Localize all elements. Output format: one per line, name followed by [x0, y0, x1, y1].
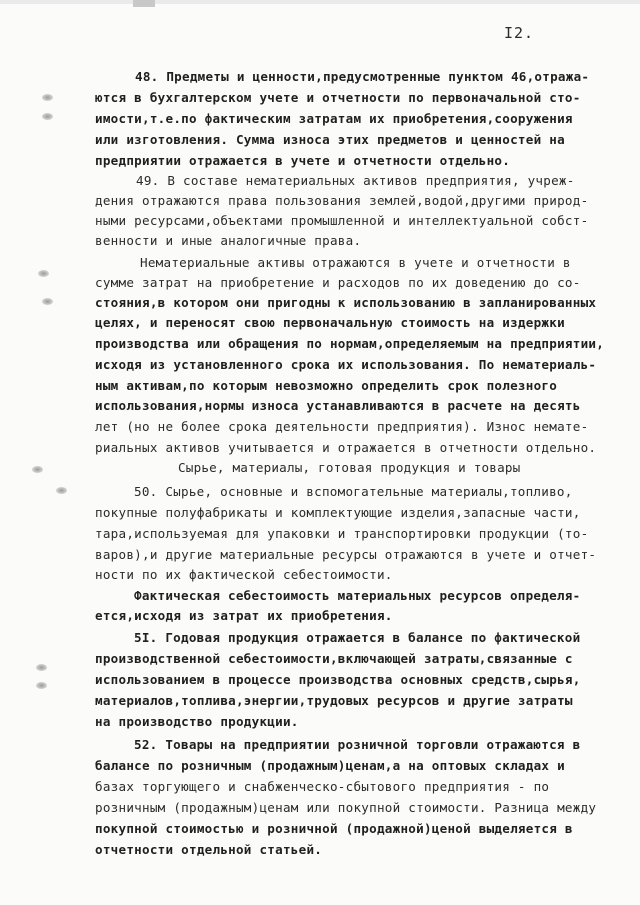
- text-line: риальных активов учитывается и отражается в отчетности отдельно.: [95, 440, 597, 455]
- text-line: покупной стоимостью и розничной (продажной)ценой выделяется в: [95, 821, 573, 836]
- text-line: на производство продукции.: [95, 714, 299, 729]
- text-line: исходя из установленного срока их использования. По нематериаль-: [95, 357, 597, 372]
- text-line: целях, и переносят свою первоначальную стоимость на издержки: [95, 315, 565, 330]
- text-line: производственной себестоимости,включающей затраты,связанные с: [95, 651, 573, 666]
- text-line: розничным (продажным)ценам или покупной стоимости. Разница между: [95, 800, 597, 815]
- text-line: варов),и другие материальные ресурсы отражаются в учете и отчет-: [95, 547, 597, 562]
- text-line: венности и иные аналогичные права.: [95, 233, 362, 248]
- page-number: I2.: [504, 24, 535, 42]
- text-line: предприятии отражается в учете и отчетности отдельно.: [95, 153, 511, 168]
- page-top-edge: [0, 0, 640, 4]
- punch-hole-mark: [38, 270, 49, 277]
- text-line: 5I. Годовая продукция отражается в балансе по фактической: [134, 630, 581, 645]
- text-line: ным активам,по которым невозможно определить срок полезного: [95, 378, 558, 393]
- text-line: материалов,топлива,энергии,трудовых ресурсов и другие затраты: [95, 693, 573, 708]
- punch-hole-mark: [36, 682, 47, 689]
- text-line: базах торгующего и снабженческо-сбытового предприятия - по: [95, 779, 550, 794]
- text-line: Фактическая себестоимость материальных ресурсов определя-: [134, 588, 581, 603]
- punch-hole-mark: [42, 94, 53, 101]
- text-line: 48. Предметы и ценности,предусмотренные пунктом 46,отража-: [135, 69, 590, 84]
- text-line: или изготовления. Сумма износа этих предметов и ценностей на: [95, 132, 565, 147]
- text-line: 50. Сырье, основные и вспомогательные материалы,топливо,: [134, 484, 573, 499]
- text-line: ется,исходя из затрат их приобретения.: [95, 608, 393, 623]
- text-line: сумме затрат на приобретение и расходов по их доведению до со-: [95, 275, 581, 290]
- text-line: использованием в процессе производства основных средств,сырья,: [95, 672, 581, 687]
- text-line: стояния,в котором они пригодны к использованию в запланированных: [95, 295, 597, 310]
- text-line: 52. Товары на предприятии розничной торговли отражаются в: [134, 737, 581, 752]
- scan-mark: [133, 0, 155, 7]
- text-line: ются в бухгалтерском учете и отчетности по первоначальной сто-: [95, 90, 581, 105]
- text-line: лет (но не более срока деятельности предприятия). Износ немате-: [95, 419, 589, 434]
- text-line: ными ресурсами,объектами промышленной и интеллектуальной собст-: [95, 213, 589, 228]
- text-line: 49. В составе нематериальных активов предприятия, учреж-: [136, 173, 575, 188]
- punch-hole-mark: [42, 298, 53, 305]
- punch-hole-mark: [32, 466, 43, 473]
- text-line: покупные полуфабрикаты и комплектующие изделия,запасные части,: [95, 505, 581, 520]
- punch-hole-mark: [56, 487, 67, 494]
- punch-hole-mark: [42, 113, 53, 120]
- text-line: производства или обращения по нормам,определяемым на предприятии,: [95, 336, 605, 351]
- text-line: Нематериальные активы отражаются в учете и отчетности в: [140, 255, 571, 270]
- section-heading: Сырье, материалы, готовая продукция и товары: [178, 460, 521, 475]
- text-line: дения отражаются права пользования землей,водой,другими природ-: [95, 193, 589, 208]
- text-line: отчетности отдельной статьей.: [95, 842, 323, 857]
- text-line: тара,используемая для упаковки и транспортировки продукции (то-: [95, 526, 589, 541]
- text-line: использования,нормы износа устанавливаются в расчете на десять: [95, 398, 581, 413]
- text-line: ности по их фактической себестоимости.: [95, 567, 393, 582]
- punch-hole-mark: [36, 664, 47, 671]
- text-line: балансе по розничным (продажным)ценам,а на оптовых складах и: [95, 758, 565, 773]
- text-line: имости,т.е.по фактическим затратам их приобретения,сооружения: [95, 111, 573, 126]
